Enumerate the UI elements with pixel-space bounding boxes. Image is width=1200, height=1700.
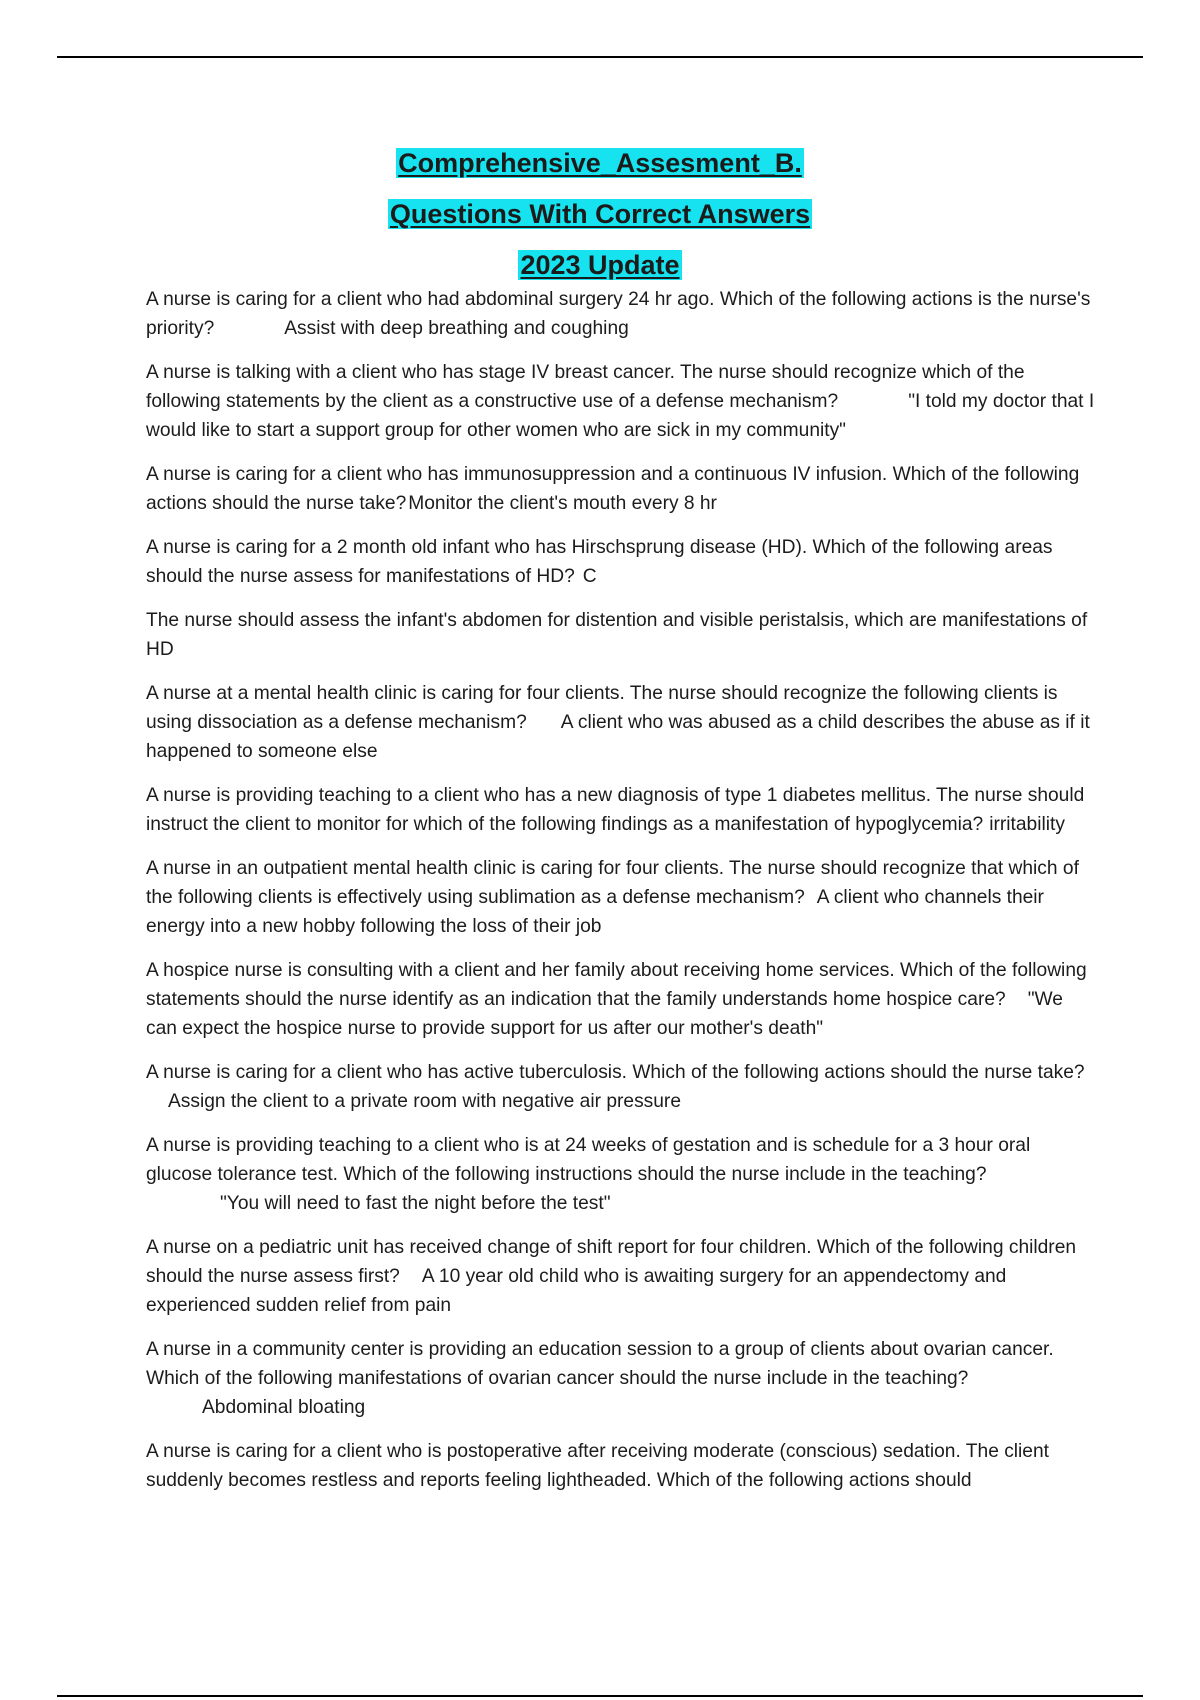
qa-item-12 — [146, 1233, 1096, 1320]
qa-item-3 — [146, 460, 1096, 518]
question-text: A nurse on a pediatric unit has received change of shift report for four children. Which of the following children should the nurse assess first? — [146, 1237, 1077, 1287]
qa-item-9 — [146, 956, 1096, 1043]
qa-item-14 — [146, 1437, 1096, 1495]
answer-text: "We can expect the hospice nurse to provide support for us after our mother's death" — [146, 989, 1063, 1039]
qa-item-10 — [146, 1058, 1096, 1116]
answer-text: Assign the client to a private room with negative air pressure — [168, 1091, 681, 1112]
qa-item-5 — [146, 606, 1096, 664]
top-divider — [57, 56, 1143, 58]
answer-text: irritability — [989, 814, 1065, 835]
qa-item-4 — [146, 533, 1096, 591]
bottom-divider — [57, 1695, 1143, 1697]
question-text: A nurse is talking with a client who has stage IV breast cancer. The nurse should recognize which of the following statements by the client as a constructive use of a defense mechanism? — [146, 362, 1025, 412]
qa-item-13 — [146, 1335, 1096, 1422]
question-text: The nurse should assess the infant's abdomen for distention and visible peristalsis, which are manifestations of HD — [146, 610, 1088, 660]
answer-text: "I told my doctor that I would like to start a support group for other women who are sick in my community" — [146, 391, 1095, 441]
answer-text: Monitor the client's mouth every 8 hr — [408, 493, 717, 514]
qa-item-8 — [146, 854, 1096, 941]
qa-item-7 — [146, 781, 1096, 839]
question-text: A nurse is caring for a client who had abdominal surgery 24 hr ago. Which of the following actions is the nurse's priority? — [146, 289, 1091, 339]
title-line-1: Comprehensive_Assesment_B. — [398, 148, 802, 178]
question-text: A nurse is caring for a client who has active tuberculosis. Which of the following actions should the nurse take? — [146, 1062, 1085, 1083]
qa-item-6 — [146, 679, 1096, 766]
question-text: A nurse is providing teaching to a client who is at 24 weeks of gestation and is schedule for a 3 hour oral glucose tolerance test. Which of the following instructions should the nurse include in the teaching? — [146, 1135, 1031, 1185]
qa-item-2 — [146, 358, 1096, 445]
document-title — [0, 145, 1200, 298]
answer-text: C — [582, 566, 597, 587]
question-list — [146, 285, 1096, 1510]
answer-text: Assist with deep breathing and coughing — [284, 318, 629, 339]
qa-item-1 — [146, 285, 1096, 343]
question-text: A nurse is caring for a 2 month old infant who has Hirschsprung disease (HD). Which of the following areas should the nurse assess for manifestations of HD? — [146, 537, 1053, 587]
question-text: A nurse at a mental health clinic is caring for four clients. The nurse should recognize the following clients is using dissociation as a defense mechanism? — [146, 683, 1058, 733]
answer-text: A client who was abused as a child describes the abuse as if it happened to someone else — [146, 712, 1090, 762]
answer-text: Abdominal bloating — [202, 1397, 366, 1418]
question-text: A nurse is caring for a client who is postoperative after receiving moderate (conscious) sedation. The client suddenly becomes restless and reports feeling lightheaded. Which of the following actions should — [146, 1441, 1049, 1491]
question-text: A hospice nurse is consulting with a client and her family about receiving home services. Which of the following statements should the nurse identify as an indication that the family understands home hospice care? — [146, 960, 1087, 1010]
title-line-3: 2023 Update — [520, 250, 680, 280]
answer-text: "You will need to fast the night before the test" — [220, 1193, 611, 1214]
answer-text: A client who channels their energy into a new hobby following the loss of their job — [146, 887, 1044, 937]
question-text: A nurse is caring for a client who has immunosuppression and a continuous IV infusion. Which of the following actions should the nurse take? — [146, 464, 1080, 514]
question-text: A nurse in an outpatient mental health clinic is caring for four clients. The nurse should recognize that which of the following clients is effectively using sublimation as a defense mechanism? — [146, 858, 1079, 908]
question-text: A nurse in a community center is providing an education session to a group of clients about ovarian cancer. Which of the following manifestations of ovarian cancer should the nurse include in the teaching? — [146, 1339, 1054, 1389]
question-text: A nurse is providing teaching to a client who has a new diagnosis of type 1 diabetes mellitus. The nurse should instruct the client to monitor for which of the following findings as a manifestation of hypoglycemia? — [146, 785, 1085, 835]
title-line-2: Questions With Correct Answers — [389, 199, 811, 229]
qa-item-11 — [146, 1131, 1096, 1218]
answer-text: A 10 year old child who is awaiting surgery for an appendectomy and experienced sudden relief from pain — [146, 1266, 1007, 1316]
